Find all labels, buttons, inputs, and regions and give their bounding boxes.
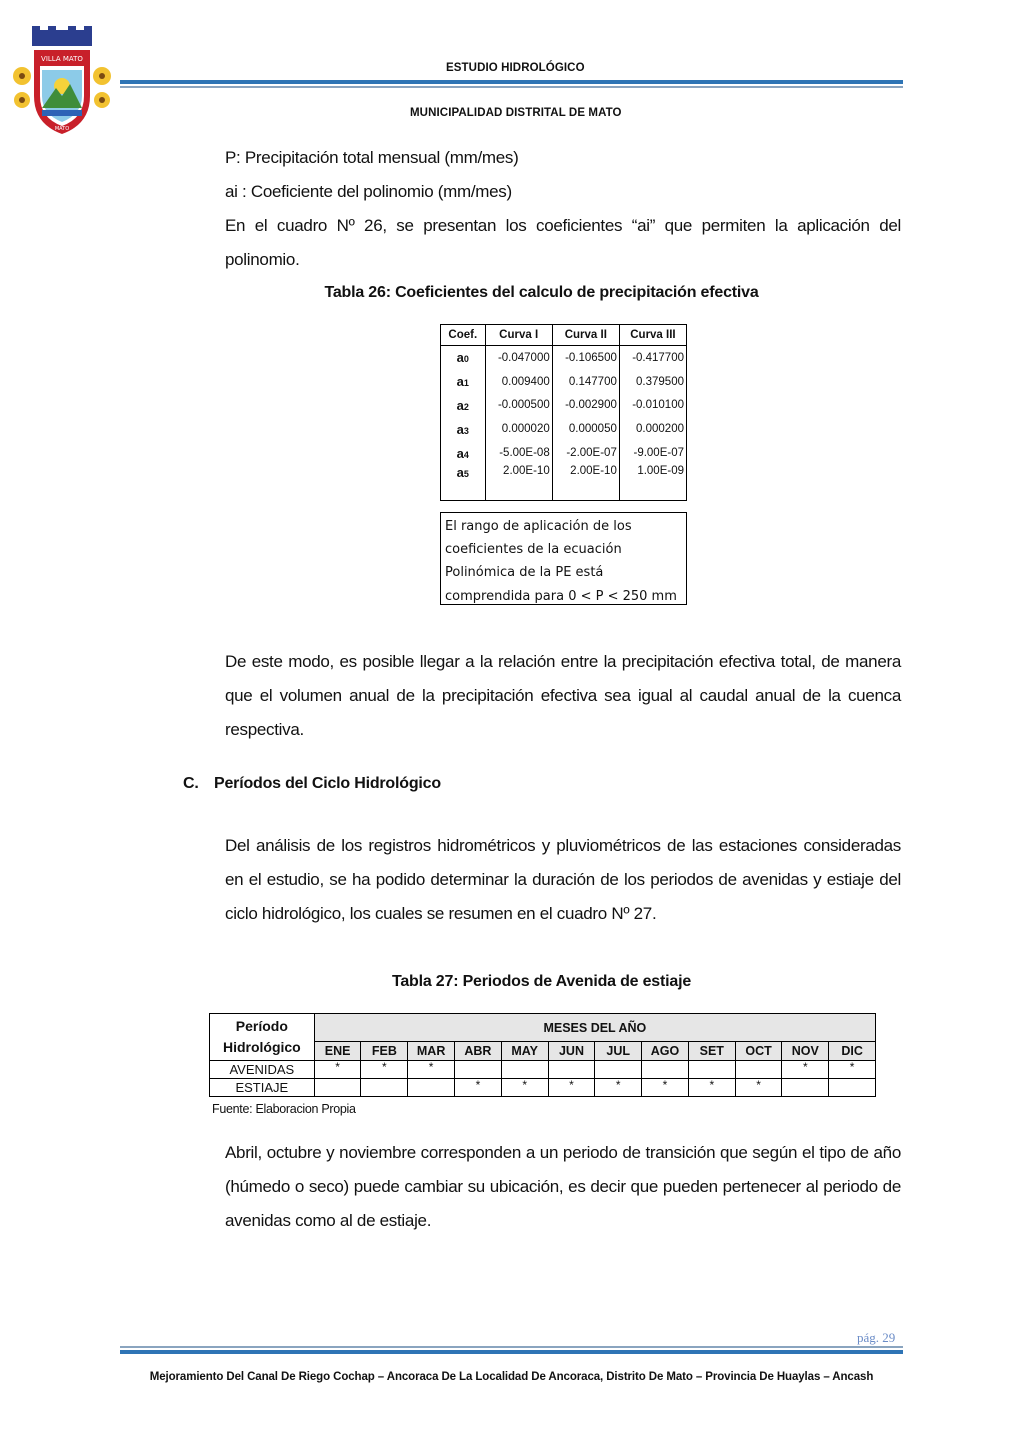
- period-mark: [642, 1061, 689, 1079]
- period-mark: [735, 1061, 782, 1079]
- month-header: NOV: [782, 1042, 829, 1061]
- period-label: AVENIDAS: [210, 1061, 315, 1079]
- th-coef: Coef.: [441, 325, 486, 346]
- period-mark: *: [688, 1079, 735, 1097]
- month-header: MAY: [501, 1042, 548, 1061]
- month-header: ENE: [314, 1042, 361, 1061]
- period-mark: *: [548, 1079, 595, 1097]
- th-period: Período Hidrológico: [210, 1014, 315, 1061]
- period-mark: *: [455, 1079, 502, 1097]
- coef-row: [441, 370, 687, 394]
- month-header: ABR: [455, 1042, 502, 1061]
- period-mark: [782, 1079, 829, 1097]
- period-mark: [595, 1061, 642, 1079]
- coef-symbol: a2: [441, 394, 486, 418]
- period-mark: *: [829, 1061, 876, 1079]
- th-curva-iii: Curva III: [619, 325, 686, 346]
- section-c-letter: C.: [183, 775, 199, 792]
- period-mark: [314, 1079, 361, 1097]
- line-precipitation: P: Precipitación total mensual (mm/mes): [225, 148, 519, 167]
- month-header: OCT: [735, 1042, 782, 1061]
- caption-table-26: Tabla 26: Coeficientes del calculo de precipitación efectiva: [324, 284, 759, 301]
- coef-value: 0.009400: [485, 370, 552, 394]
- coefficients-range-note: El rango de aplicación de los coeficientes de la ecuación Polinómica de la PE está comprendida para 0 < P < 250 mm: [440, 512, 687, 605]
- coef-symbol: a4: [441, 441, 486, 465]
- section-c-title: Períodos del Ciclo Hidrológico: [214, 775, 441, 792]
- coef-value: 0.000020: [485, 417, 552, 441]
- coef-value: -9.00E-07: [619, 441, 686, 465]
- intro-table-26: En el cuadro Nº 26, se presentan los coeficientes “ai” que permiten la aplicación del polinomio.: [225, 216, 901, 269]
- th-curva-ii: Curva II: [552, 325, 619, 346]
- month-header: SET: [688, 1042, 735, 1061]
- coef-value: -0.106500: [552, 346, 619, 370]
- period-mark: [548, 1061, 595, 1079]
- month-header: AGO: [642, 1042, 689, 1061]
- month-header: JUL: [595, 1042, 642, 1061]
- coef-value: -0.417700: [619, 346, 686, 370]
- period-mark: [688, 1061, 735, 1079]
- period-mark: *: [595, 1079, 642, 1097]
- coef-value: 0.000200: [619, 417, 686, 441]
- month-header: JUN: [548, 1042, 595, 1061]
- coef-value: -5.00E-08: [485, 441, 552, 465]
- footer-project-title: Mejoramiento Del Canal De Riego Cochap – Ancoraca De La Localidad De Ancoraca, Distrito De Mato – Provincia De Huaylas – Ancash: [149, 1371, 874, 1383]
- coef-row: [441, 441, 687, 465]
- period-mark: *: [782, 1061, 829, 1079]
- table-27-source: Fuente: Elaboracion Propia: [212, 1102, 356, 1116]
- header-rule-top-thin: [120, 86, 903, 88]
- coef-symbol: a5: [441, 465, 486, 501]
- coef-symbol: a3: [441, 417, 486, 441]
- coef-value: 2.00E-10: [485, 465, 552, 501]
- coef-value: 0.147700: [552, 370, 619, 394]
- period-mark: *: [361, 1061, 408, 1079]
- coef-row: [441, 346, 687, 370]
- caption-table-27: Tabla 27: Periodos de Avenida de estiaje: [391, 973, 692, 990]
- page-number: pág. 29: [857, 1330, 896, 1345]
- period-mark: *: [642, 1079, 689, 1097]
- period-mark: *: [314, 1061, 361, 1079]
- hydrologic-periods-table: [209, 1013, 876, 1097]
- coef-symbol: a0: [441, 346, 486, 370]
- coef-value: 0.379500: [619, 370, 686, 394]
- month-header: DIC: [829, 1042, 876, 1061]
- paragraph-relation: De este modo, es posible llegar a la relación entre la precipitación efectiva total, de manera que el volumen anual de la precipitación efectiva sea igual al caudal anual de la cuenca respectiva.: [225, 652, 901, 739]
- municipality-crest-logo: [12, 26, 112, 138]
- period-mark: *: [408, 1061, 455, 1079]
- coef-row: [441, 417, 687, 441]
- svg-text:MATO: MATO: [54, 126, 70, 132]
- th-curva-i: Curva I: [485, 325, 552, 346]
- period-mark: *: [735, 1079, 782, 1097]
- coef-row: [441, 394, 687, 418]
- period-mark: [361, 1079, 408, 1097]
- period-mark: [501, 1061, 548, 1079]
- th-months-of-year: MESES DEL AÑO: [314, 1014, 875, 1042]
- coef-value: 2.00E-10: [552, 465, 619, 501]
- period-mark: [829, 1079, 876, 1097]
- month-header: MAR: [408, 1042, 455, 1061]
- period-row: [210, 1061, 876, 1079]
- period-mark: [455, 1061, 502, 1079]
- period-row: [210, 1079, 876, 1097]
- footer-rule: [120, 1350, 903, 1354]
- paragraph-transition: Abril, octubre y noviembre corresponden a un periodo de transición que según el tipo de año (húmedo o seco) puede cambiar su ubicación, es decir que pueden pertenecer al periodo de avenidas como al de estiaje.: [225, 1143, 901, 1230]
- paragraph-analysis: Del análisis de los registros hidrométricos y pluviométricos de las estaciones consideradas en el estudio, se ha podido determinar la duración de los periodos de avenidas y estiaje del ciclo hidrológico, los cuales se resumen en el cuadro Nº 27.: [225, 836, 901, 923]
- header-subtitle: MUNICIPALIDAD DISTRITAL DE MATO: [410, 107, 622, 119]
- month-header: FEB: [361, 1042, 408, 1061]
- coef-value: -0.000500: [485, 394, 552, 418]
- coef-value: -0.002900: [552, 394, 619, 418]
- header-title: ESTUDIO HIDROLÓGICO: [446, 62, 585, 74]
- line-coefficient: ai : Coeficiente del polinomio (mm/mes): [225, 182, 512, 201]
- coef-symbol: a1: [441, 370, 486, 394]
- coef-value: -2.00E-07: [552, 441, 619, 465]
- coef-value: -0.047000: [485, 346, 552, 370]
- footer-rule-thin: [120, 1346, 903, 1348]
- period-mark: *: [501, 1079, 548, 1097]
- header-rule-top: [120, 80, 903, 84]
- coefficients-table: [440, 324, 687, 501]
- period-mark: [408, 1079, 455, 1097]
- coef-value: -0.010100: [619, 394, 686, 418]
- svg-text:VILLA MATO: VILLA MATO: [41, 55, 83, 63]
- coef-row: [441, 465, 687, 501]
- coef-value: 0.000050: [552, 417, 619, 441]
- period-label: ESTIAJE: [210, 1079, 315, 1097]
- coef-value: 1.00E-09: [619, 465, 686, 501]
